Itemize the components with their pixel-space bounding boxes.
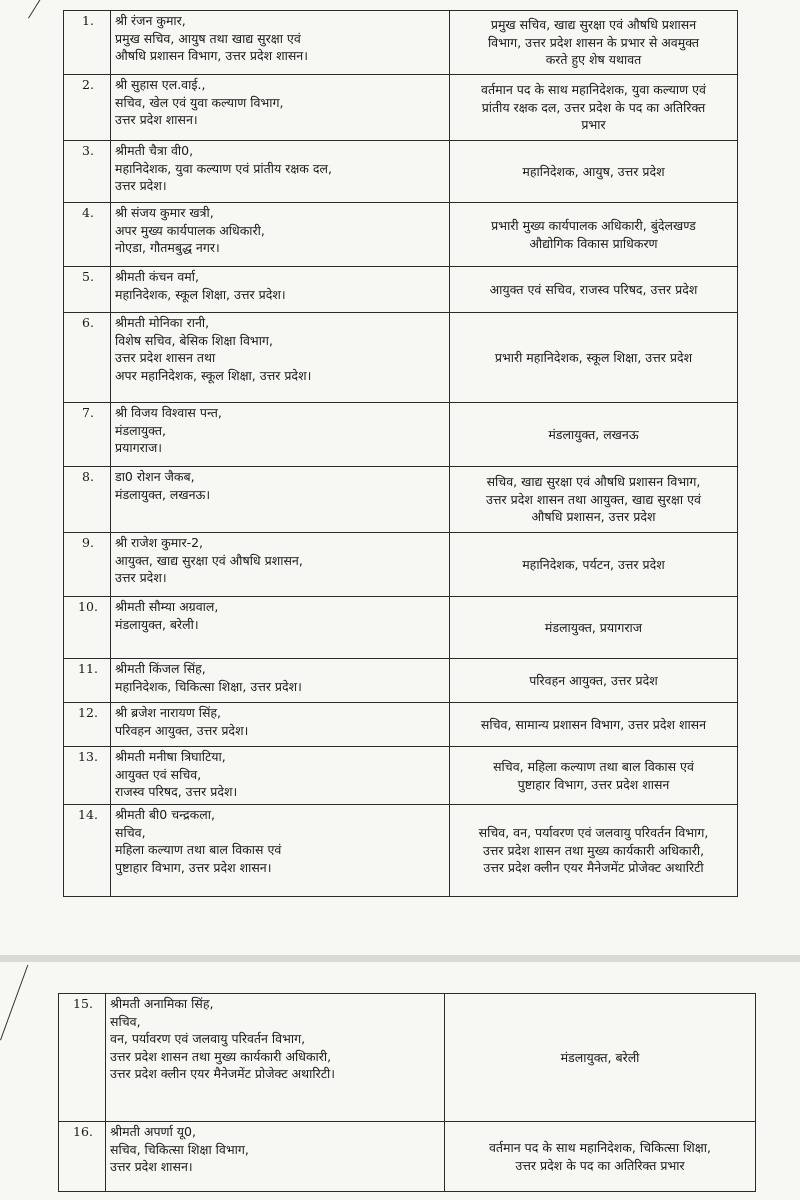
- current-post-cell: [111, 141, 450, 203]
- serial-number: 5.: [64, 267, 111, 313]
- current-post-line: श्रीमती मनीषा त्रिघाटिया,: [115, 749, 226, 764]
- table-row: [64, 467, 738, 533]
- current-post-line: औषधि प्रशासन विभाग, उत्तर प्रदेश शासन।: [115, 48, 308, 63]
- new-post-line: औद्योगिक विकास प्राधिकरण: [529, 235, 658, 251]
- new-post-cell: [450, 11, 738, 75]
- current-post-line: डा0 रोशन जैकब,: [115, 469, 195, 484]
- current-post-line: श्री विजय विश्वास पन्त,: [115, 405, 222, 420]
- current-post-line: मंडलायुक्त,: [115, 422, 166, 438]
- new-post-line: वर्तमान पद के साथ महानिदेशक, युवा कल्याण एवं: [481, 82, 706, 98]
- table-row: [64, 11, 738, 75]
- current-post-line: श्रीमती बी0 चन्द्रकला,: [115, 807, 215, 822]
- current-post-line: आयुक्त एवं सचिव,: [115, 766, 202, 782]
- new-post-cell: [450, 703, 738, 747]
- new-post-line: परिवहन आयुक्त, उत्तर प्रदेश: [529, 672, 658, 688]
- current-post-cell: [111, 597, 450, 659]
- current-post-line: सचिव, खेल एवं युवा कल्याण विभाग,: [115, 94, 284, 110]
- serial-number: 4.: [64, 203, 111, 267]
- new-post-line: विभाग, उत्तर प्रदेश शासन के प्रभार से अवमुक्त: [487, 34, 700, 50]
- new-post-line: प्रभारी मुख्य कार्यपालक अधिकारी, बुंदेलखण्ड: [491, 218, 696, 233]
- current-post-line: श्रीमती कंचन वर्मा,: [115, 269, 199, 284]
- current-post-line: उत्तर प्रदेश शासन तथा: [115, 350, 216, 365]
- new-post-line: वर्तमान पद के साथ महानिदेशक, चिकित्सा शिक्षा,: [488, 1140, 711, 1155]
- new-post-line: उत्तर प्रदेश शासन तथा आयुक्त, खाद्य सुरक्षा एवं: [486, 491, 701, 507]
- current-post-line: पुष्टाहार विभाग, उत्तर प्रदेश शासन।: [115, 859, 272, 875]
- current-post-line: उत्तर प्रदेश।: [115, 570, 167, 585]
- current-post-line: श्री ब्रजेश नारायण सिंह,: [115, 705, 222, 720]
- new-post-line: उत्तर प्रदेश क्लीन एयर मैनेजमेंट प्रोजेक्ट अथारिटी: [483, 860, 704, 876]
- current-post-cell: [111, 403, 450, 467]
- current-post-line: महानिदेशक, स्कूल शिक्षा, उत्तर प्रदेश।: [115, 286, 286, 302]
- new-post-line: प्रभारी महानिदेशक, स्कूल शिक्षा, उत्तर प्रदेश: [494, 349, 693, 365]
- new-post-cell: [445, 1122, 756, 1192]
- serial-number: 14.: [64, 805, 111, 897]
- table-row: [64, 533, 738, 597]
- new-post-cell: [450, 403, 738, 467]
- transfer-table-page-1: [63, 10, 738, 897]
- new-post-cell: [450, 267, 738, 313]
- new-post-cell: [445, 994, 756, 1122]
- current-post-line: उत्तर प्रदेश क्लीन एयर मैनेजमेंट प्रोजेक्ट अथारिटी।: [110, 1066, 336, 1081]
- current-post-cell: [111, 267, 450, 313]
- table-row: [64, 267, 738, 313]
- current-post-cell: [111, 467, 450, 533]
- current-post-line: विशेष सचिव, बेसिक शिक्षा विभाग,: [115, 332, 273, 348]
- table-row: [64, 141, 738, 203]
- new-post-line: आयुक्त एवं सचिव, राजस्व परिषद, उत्तर प्रदेश: [489, 281, 698, 297]
- current-post-line: श्रीमती अनामिका सिंह,: [110, 996, 214, 1011]
- current-post-cell: [111, 659, 450, 703]
- current-post-line: सचिव,: [110, 1013, 141, 1029]
- current-post-line: उत्तर प्रदेश शासन।: [110, 1159, 193, 1174]
- current-post-line: श्रीमती मोनिका रानी,: [115, 315, 210, 330]
- new-post-line: महानिदेशक, पर्यटन, उत्तर प्रदेश: [522, 556, 665, 572]
- table-row: [64, 313, 738, 403]
- current-post-line: उत्तर प्रदेश शासन तथा मुख्य कार्यकारी अधिकारी,: [110, 1048, 332, 1064]
- table-row: [64, 805, 738, 897]
- current-post-line: सचिव,: [115, 824, 146, 840]
- new-post-line: सचिव, महिला कल्याण तथा बाल विकास एवं: [493, 759, 694, 774]
- transfer-table-page-2: [58, 993, 756, 1192]
- current-post-line: मंडलायुक्त, लखनऊ।: [115, 486, 211, 502]
- current-post-line: प्रमुख सचिव, आयुष तथा खाद्य सुरक्षा एवं: [115, 30, 301, 46]
- current-post-cell: [111, 747, 450, 805]
- current-post-line: प्रयागराज।: [115, 440, 163, 455]
- table-row: [64, 659, 738, 703]
- new-post-cell: [450, 313, 738, 403]
- current-post-cell: [111, 11, 450, 75]
- current-post-line: राजस्व परिषद, उत्तर प्रदेश।: [115, 784, 238, 799]
- serial-number: 1.: [64, 11, 111, 75]
- serial-number: 6.: [64, 313, 111, 403]
- new-post-line: उत्तर प्रदेश शासन तथा मुख्य कार्यकारी अधिकारी,: [482, 842, 705, 858]
- serial-number: 12.: [64, 703, 111, 747]
- current-post-line: मंडलायुक्त, बरेली।: [115, 616, 199, 632]
- current-post-cell: [111, 533, 450, 597]
- serial-number: 13.: [64, 747, 111, 805]
- serial-number: 11.: [64, 659, 111, 703]
- current-post-line: अपर मुख्य कार्यपालक अधिकारी,: [115, 222, 265, 238]
- current-post-cell: [111, 313, 450, 403]
- current-post-line: अपर महानिदेशक, स्कूल शिक्षा, उत्तर प्रदेश।: [115, 367, 312, 383]
- current-post-line: उत्तर प्रदेश।: [115, 178, 167, 193]
- table-row: [64, 597, 738, 659]
- current-post-cell: [111, 203, 450, 267]
- table-row: [64, 747, 738, 805]
- current-post-line: श्रीमती अपर्णा यू0,: [110, 1124, 196, 1139]
- current-post-line: उत्तर प्रदेश शासन।: [115, 112, 198, 127]
- current-post-line: श्री राजेश कुमार-2,: [115, 535, 204, 550]
- table-row: [59, 1122, 756, 1192]
- new-post-line: प्रभार: [581, 117, 606, 133]
- table-row: [59, 994, 756, 1122]
- new-post-cell: [450, 203, 738, 267]
- new-post-cell: [450, 747, 738, 805]
- new-post-line: सचिव, वन, पर्यावरण एवं जलवायु परिवर्तन विभाग,: [478, 825, 709, 841]
- new-post-line: मंडलायुक्त, प्रयागराज: [544, 619, 643, 635]
- table-row: [64, 703, 738, 747]
- new-post-cell: [450, 141, 738, 203]
- new-post-cell: [450, 467, 738, 533]
- new-post-line: औषधि प्रशासन, उत्तर प्रदेश: [531, 509, 656, 525]
- current-post-line: श्री रंजन कुमार,: [115, 13, 186, 28]
- new-post-line: करते हुए शेष यथावत: [545, 52, 642, 68]
- new-post-line: मंडलायुक्त, बरेली: [560, 1049, 640, 1065]
- table-row: [64, 203, 738, 267]
- new-post-cell: [450, 533, 738, 597]
- current-post-cell: [111, 703, 450, 747]
- new-post-line: प्रांतीय रक्षक दल, उत्तर प्रदेश के पद का अतिरिक्त: [481, 99, 706, 115]
- new-post-line: सचिव, खाद्य सुरक्षा एवं औषधि प्रशासन विभाग,: [486, 474, 701, 490]
- current-post-line: आयुक्त, खाद्य सुरक्षा एवं औषधि प्रशासन,: [115, 552, 303, 568]
- serial-number: 15.: [59, 994, 106, 1122]
- new-post-line: मंडलायुक्त, लखनऊ: [548, 426, 639, 442]
- new-post-line: महानिदेशक, आयुष, उत्तर प्रदेश: [522, 163, 665, 179]
- serial-number: 7.: [64, 403, 111, 467]
- current-post-line: श्री संजय कुमार खत्री,: [115, 205, 214, 220]
- current-post-line: महानिदेशक, युवा कल्याण एवं प्रांतीय रक्षक दल,: [115, 160, 332, 176]
- serial-number: 2.: [64, 75, 111, 141]
- current-post-line: श्रीमती किंजल सिंह,: [115, 661, 206, 676]
- new-post-line: उत्तर प्रदेश के पद का अतिरिक्त प्रभार: [515, 1157, 685, 1173]
- current-post-line: श्रीमती सौम्या अग्रवाल,: [115, 599, 219, 614]
- current-post-line: परिवहन आयुक्त, उत्तर प्रदेश।: [115, 722, 249, 738]
- current-post-line: श्री सुहास एल.वाई.,: [115, 77, 206, 92]
- current-post-cell: [111, 805, 450, 897]
- current-post-line: श्रीमती चैत्रा वी0,: [115, 143, 194, 158]
- table-row: [64, 403, 738, 467]
- new-post-cell: [450, 597, 738, 659]
- table-row: [64, 75, 738, 141]
- new-post-cell: [450, 805, 738, 897]
- serial-number: 10.: [64, 597, 111, 659]
- new-post-line: प्रमुख सचिव, खाद्य सुरक्षा एवं औषधि प्रशासन: [490, 17, 697, 33]
- new-post-cell: [450, 659, 738, 703]
- new-post-cell: [450, 75, 738, 141]
- current-post-cell: [106, 1122, 445, 1192]
- current-post-line: नोएडा, गौतमबुद्ध नगर।: [115, 240, 220, 255]
- new-post-line: पुष्टाहार विभाग, उत्तर प्रदेश शासन: [517, 776, 670, 792]
- serial-number: 9.: [64, 533, 111, 597]
- current-post-line: महानिदेशक, चिकित्सा शिक्षा, उत्तर प्रदेश।: [115, 678, 302, 694]
- current-post-cell: [111, 75, 450, 141]
- current-post-cell: [106, 994, 445, 1122]
- serial-number: 16.: [59, 1122, 106, 1192]
- current-post-line: महिला कल्याण तथा बाल विकास एवं: [115, 842, 282, 857]
- current-post-line: सचिव, चिकित्सा शिक्षा विभाग,: [110, 1141, 249, 1157]
- new-post-line: सचिव, सामान्य प्रशासन विभाग, उत्तर प्रदेश शासन: [480, 716, 707, 732]
- current-post-line: वन, पर्यावरण एवं जलवायु परिवर्तन विभाग,: [110, 1031, 306, 1046]
- serial-number: 3.: [64, 141, 111, 203]
- serial-number: 8.: [64, 467, 111, 533]
